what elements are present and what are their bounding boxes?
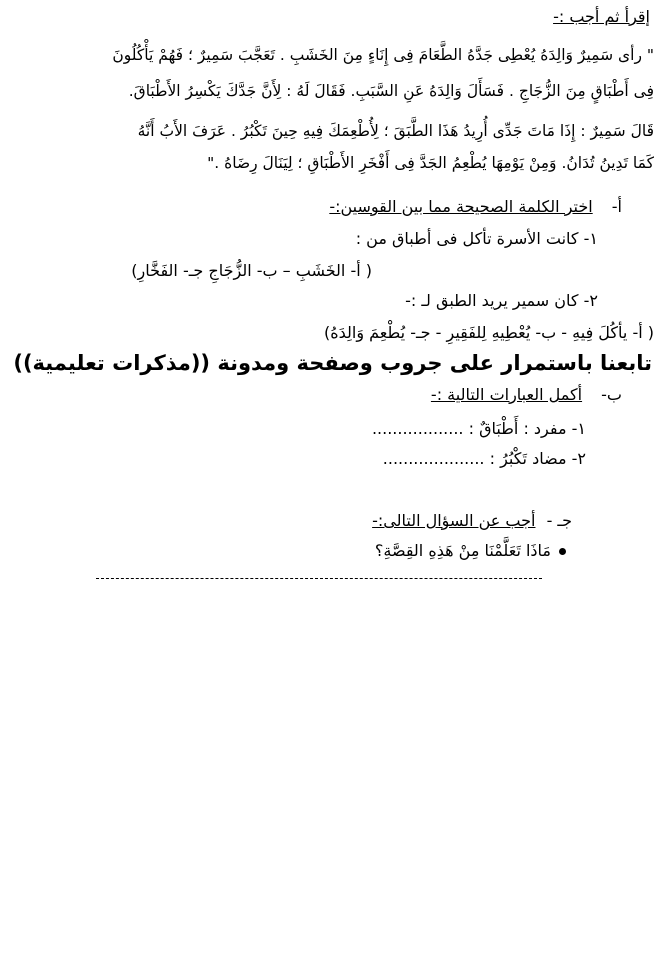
passage-p2-line2: كَمَا تَدِينُ تُدَانُ. وَمِنْ يَوْمِهَا يُطْعِمُ الجَدَّ فِى أَفْخَرِ الأَطْبَاقِ ؛ لِيَنَالَ رِضَاهُ ." — [207, 154, 654, 172]
passage-p2-line1: قَالَ سَمِيرٌ : إِذَا مَاتَ جَدِّى أُرِيدُ هَذَا الطَّبَقَ ؛ لِأُطْعِمَكَ فِيهِ حِينَ تَكْبُرُ . عَرَفَ الأَبُ أَنَّهُ — [137, 122, 654, 140]
section-b-q2: ٢- مضاد تَكْبُرُ : .................... — [382, 449, 586, 468]
section-a-marker: أ- — [611, 197, 622, 216]
section-b-heading: أكمل العبارات التالية :- — [430, 385, 583, 404]
section-a-q2: ٢- كان سمير يريد الطبق لـ :- — [405, 291, 598, 310]
section-a-q2-options: ( أ- يأكُلَ فِيهِ - ب- يُعْطِيهِ لِلفَقِيرِ - جـ- يُطْعِمَ وَالِدَهُ) — [324, 323, 654, 342]
section-c-marker: جـ - — [546, 511, 572, 530]
section-b-marker: ب- — [601, 385, 622, 404]
section-a-header — [8, 196, 622, 218]
section-a-heading: اختر الكلمة الصحيحة مما بين القوسين:- — [329, 197, 593, 216]
section-c-q1-text: مَاذَا تَعَلَّمْنَا مِنْ هَذِهِ القِصَّةِ؟ — [374, 541, 551, 560]
section-c-q1 — [8, 540, 566, 562]
page-title: إقرأ ثم أجب :- — [553, 7, 650, 26]
section-c-header — [8, 510, 572, 532]
section-a-q1: ١- كانت الأسرة تأكل فى أطباق من : — [355, 229, 598, 248]
passage-p1-line1: " رأى سَمِيرٌ وَالِدَهُ يُعْطِى جَدَّهُ الطَّعَامَ فِى إِنَاءٍ مِنَ الخَشَبِ . تَعَجَّبَ سَمِيرٌ ؛ فَهُمْ يَأْكُلُونَ — [112, 46, 654, 64]
dashed-divider — [96, 578, 542, 579]
section-b-header — [8, 384, 622, 406]
follow-us-banner: تابعنا باستمرار على جروب وصفحة ومدونة ((مذكرات تعليمية)) — [13, 351, 652, 375]
section-b-q1: ١- مفرد : أَطْبَاقٌ : .................. — [371, 419, 586, 438]
bullet-icon — [559, 548, 566, 555]
section-a-q1-options: ( أ- الخَشَبِ – ب- الزُّجَاجِ جـ- الفَخَّارِ) — [131, 261, 372, 280]
section-c-heading: أجب عن السؤال التالى:- — [372, 511, 536, 530]
passage-p1-line2: فِى أَطْبَاقٍ مِنَ الزُّجَاجِ . فَسَأَلَ وَالِدَهُ عَنِ السَّبَبِ. فَقَالَ لَهُ : لِأَنَّ جَدَّكَ يَكْسِرُ الأَطْبَاقَ. — [128, 82, 654, 100]
